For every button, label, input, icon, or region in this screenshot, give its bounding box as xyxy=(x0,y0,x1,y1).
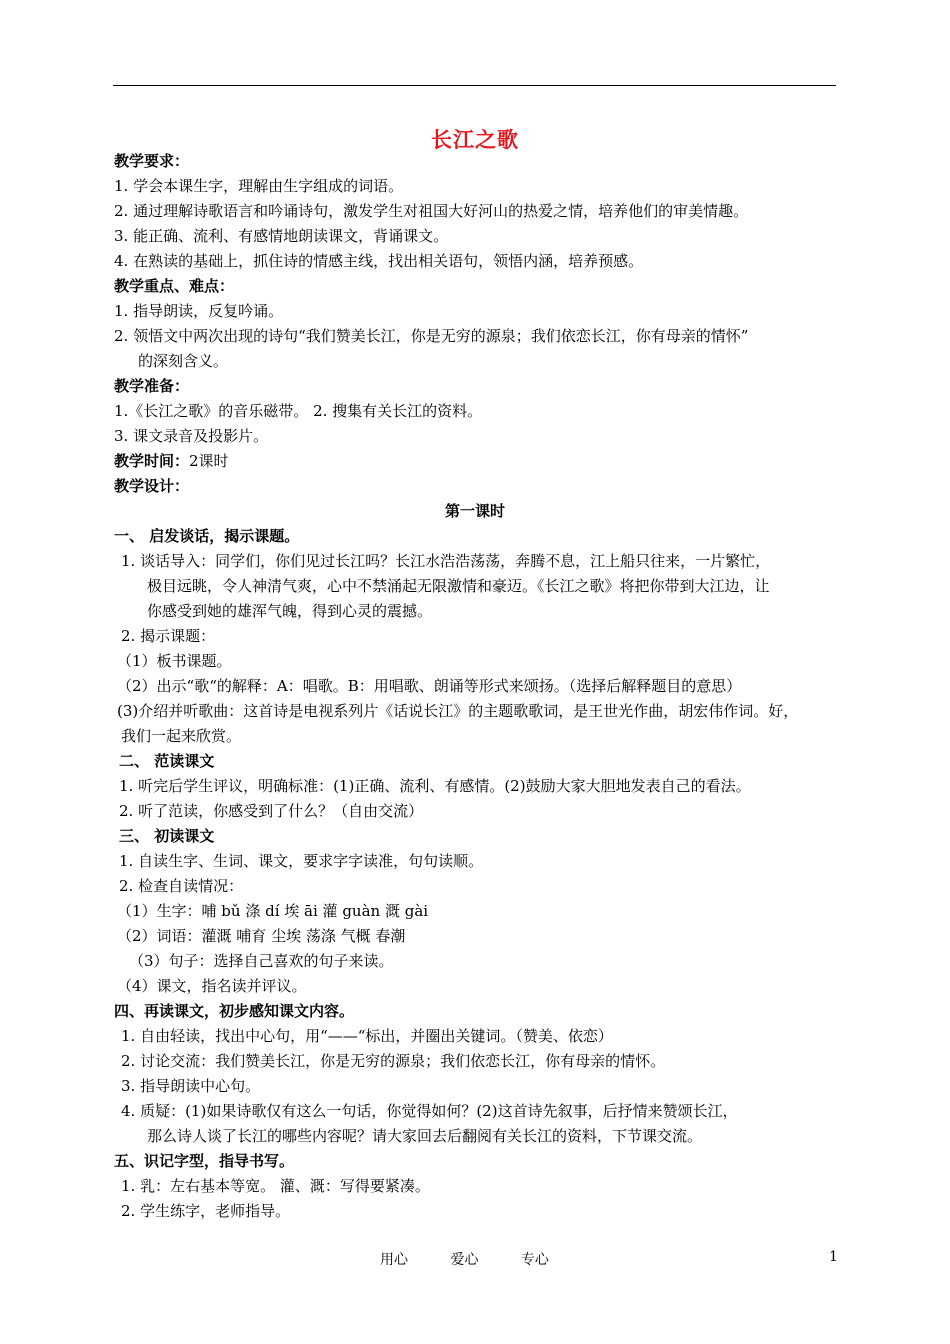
line-text: 我们一起来欣赏。 xyxy=(121,727,242,745)
section-heading xyxy=(114,276,234,296)
line-text: （3）句子：选择自己喜欢的句子来读。 xyxy=(129,952,394,970)
line-text: 二、 范读课文 xyxy=(119,752,215,770)
line-text: 四、再读课文，初步感知课文内容。 xyxy=(114,1002,355,1020)
line-text: 2. 通过理解诗歌语言和吟诵诗句，激发学生对祖国大好河山的热爱之情，培养他们的审美情趣。 xyxy=(114,202,749,220)
body-line xyxy=(121,1201,290,1221)
body-line xyxy=(119,876,243,896)
section-heading xyxy=(114,1151,294,1171)
section-heading xyxy=(114,476,189,496)
section-heading xyxy=(119,826,214,846)
line-text: 2. 揭示课题： xyxy=(121,627,216,645)
body-line xyxy=(117,926,405,946)
line-suffix: 2课时 xyxy=(189,452,229,470)
body-line xyxy=(117,701,798,721)
line-text: 4. 在熟读的基础上，抓住诗的情感主线，找出相关语句，领悟内涵，培养预感。 xyxy=(114,252,644,270)
line-text: 五、识记字型，指导书写。 xyxy=(114,1152,295,1170)
line-text: 1. 自由轻读，找出中心句，用“——“标出，并圈出关键词。（赞美、依恋） xyxy=(121,1027,613,1045)
line-text: 1. 自读生字、生词、课文，要求字字读准，句句读顺。 xyxy=(119,852,484,870)
body-line xyxy=(119,801,423,821)
body-line xyxy=(119,851,483,871)
body-line xyxy=(121,1176,430,1196)
section-heading xyxy=(0,501,950,521)
line-text: 那么诗人谈了长江的哪些内容呢？请大家回去后翻阅有关长江的资料，下节课交流。 xyxy=(147,1127,703,1145)
body-line xyxy=(129,951,394,971)
line-text: 1.《长江之歌》的音乐磁带。 2. 搜集有关长江的资料。 xyxy=(114,402,483,420)
section-heading xyxy=(114,451,229,471)
line-text: 2. 学生练字，老师指导。 xyxy=(121,1202,291,1220)
line-text: 教学设计： xyxy=(114,477,190,495)
line-text: 1. 指导朗读，反复吟诵。 xyxy=(114,302,284,320)
line-text: 1. 听完后学生评议，明确标准：(1)正确、流利、有感情。(2)鼓励大家大胆地发表自己的看法。 xyxy=(119,777,751,795)
line-text: （2）出示“歌“的解释：A：唱歌。B：用唱歌、朗诵等形式来颂扬。（选择后解释题目的意思） xyxy=(117,677,742,695)
body-line xyxy=(117,976,307,996)
section-heading xyxy=(114,1001,354,1021)
body-line xyxy=(114,226,448,246)
body-line xyxy=(121,1051,665,1071)
body-line xyxy=(121,1076,260,1096)
body-line xyxy=(114,401,482,421)
body-line xyxy=(114,251,643,271)
body-line xyxy=(114,426,268,446)
body-line xyxy=(119,776,751,796)
body-line xyxy=(117,676,741,696)
body-line xyxy=(121,1101,738,1121)
header-rule xyxy=(113,85,836,86)
body-line xyxy=(114,176,403,196)
line-text: 1. 谈话导入：同学们，你们见过长江吗？长江水浩浩荡荡，奔腾不息，江上船只往来，一片繁忙， xyxy=(121,552,771,570)
line-text: 极目远眺，令人神清气爽，心中不禁涌起无限激情和豪迈。《长江之歌》将把你带到大江边，让 xyxy=(147,577,770,595)
body-line xyxy=(147,1126,702,1146)
line-text: 2. 检查自读情况： xyxy=(119,877,244,895)
line-text: 2. 讨论交流：我们赞美长江，你是无穷的源泉；我们依恋长江，你有母亲的情怀。 xyxy=(121,1052,666,1070)
line-text: 3. 课文录音及投影片。 xyxy=(114,427,269,445)
line-text: 教学时间： xyxy=(114,452,190,470)
line-text: 一、 启发谈话，揭示课题。 xyxy=(114,527,300,545)
line-text: （2）词语：灌溉 哺育 尘埃 荡涤 气概 春潮 xyxy=(117,927,406,945)
footer-motto xyxy=(380,1249,587,1269)
line-text: 教学要求： xyxy=(114,152,190,170)
body-line xyxy=(147,576,770,596)
body-line xyxy=(121,726,241,746)
line-text: （4）课文，指名读并评议。 xyxy=(117,977,307,995)
footer-motto-2: 爱心 xyxy=(450,1252,479,1268)
body-line xyxy=(121,626,215,646)
line-text: 第一课时 xyxy=(444,502,505,520)
body-line xyxy=(117,651,232,671)
body-line xyxy=(121,551,770,571)
body-line xyxy=(114,301,283,321)
line-text: 你感受到她的雄浑气魄，得到心灵的震撼。 xyxy=(147,602,433,620)
line-text: 2. 听了范读，你感受到了什么？（自由交流） xyxy=(119,802,424,820)
line-text: 3. 指导朗读中心句。 xyxy=(121,1077,261,1095)
body-line xyxy=(114,201,748,221)
line-text: 2. 领悟文中两次出现的诗句“我们赞美长江，你是无穷的源泉；我们依恋长江，你有母亲的情怀” xyxy=(114,327,749,345)
line-text: (3)介绍并听歌曲：这首诗是电视系列片《话说长江》的主题歌歌词，是王世光作曲，胡宏伟作词。好， xyxy=(117,702,799,720)
footer-motto-1: 用心 xyxy=(380,1252,408,1268)
line-text: 的深刻含义。 xyxy=(138,352,229,370)
line-text: 三、 初读课文 xyxy=(119,827,215,845)
body-line xyxy=(138,351,228,371)
line-text: （1）生字：哺 bǔ 涤 dí 埃 āi 灌 guàn 溉 gài xyxy=(117,902,429,920)
line-text: 教学重点、难点： xyxy=(114,277,235,295)
line-text: 1. 乳：左右基本等宽。 灌、溉：写得要紧凑。 xyxy=(121,1177,430,1195)
section-heading xyxy=(119,751,214,771)
body-line xyxy=(114,326,748,346)
section-heading xyxy=(114,526,299,546)
section-heading xyxy=(114,151,189,171)
page-title: 长江之歌 xyxy=(431,127,519,152)
line-text: 1. 学会本课生字，理解由生字组成的词语。 xyxy=(114,177,404,195)
section-heading xyxy=(114,376,189,396)
body-line xyxy=(147,601,432,621)
line-text: （1）板书课题。 xyxy=(117,652,232,670)
page-number: 1 xyxy=(829,1249,838,1265)
line-text: 3. 能正确、流利、有感情地朗读课文，背诵课文。 xyxy=(114,227,449,245)
line-text: 教学准备： xyxy=(114,377,190,395)
line-text: 4. 质疑：(1)如果诗歌仅有这么一句话，你觉得如何？(2)这首诗先叙事，后抒情来赞颂长江， xyxy=(121,1102,738,1120)
body-line xyxy=(117,901,428,921)
footer-motto-3: 专心 xyxy=(520,1252,549,1268)
body-line xyxy=(121,1026,613,1046)
